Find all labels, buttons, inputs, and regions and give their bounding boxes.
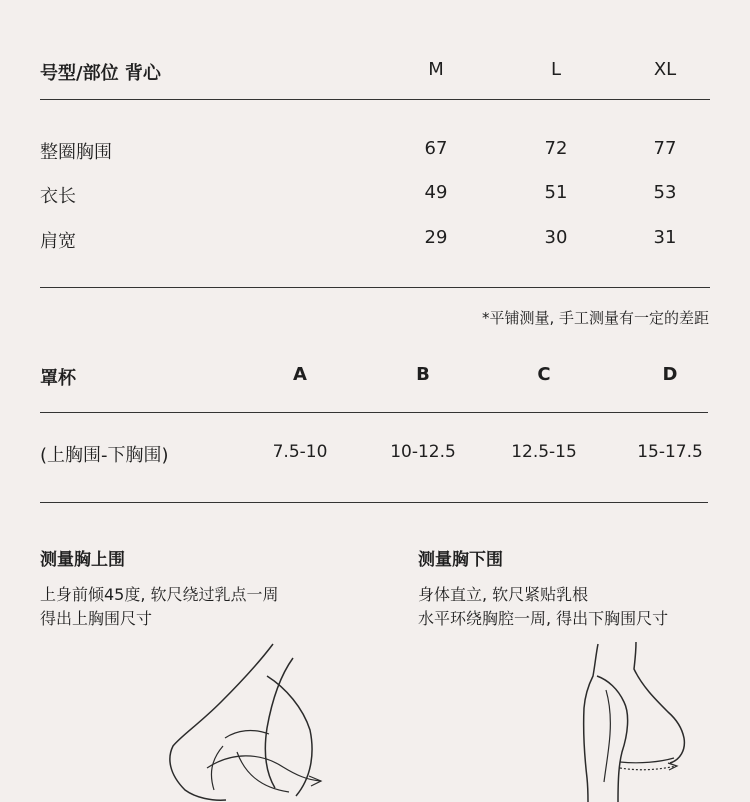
measure-upper-line2: 得出上胸围尺寸 — [40, 609, 153, 628]
size-row-value: 53 — [653, 182, 677, 203]
size-row-value: 31 — [653, 227, 677, 248]
cup-row-value: 15-17.5 — [637, 442, 703, 462]
cup-col-d: D — [662, 364, 678, 385]
cup-table-header-divider — [40, 412, 708, 413]
upper-bust-illustration-icon — [165, 642, 345, 802]
cup-row-value: 7.5-10 — [272, 442, 328, 462]
measure-lower-title: 测量胸下围 — [418, 550, 503, 570]
size-row-value: 49 — [424, 182, 448, 203]
size-row-value: 51 — [544, 182, 568, 203]
measure-upper-line1: 上身前倾45度, 软尺绕过乳点一周 — [40, 585, 279, 604]
size-row-value: 67 — [424, 138, 448, 159]
size-table-header-label: 号型/部位 背心 — [40, 63, 161, 84]
cup-row-value: 10-12.5 — [390, 442, 456, 462]
cup-table-header-label: 罩杯 — [40, 368, 76, 389]
cup-row-value: 12.5-15 — [511, 442, 577, 462]
measure-upper-title: 测量胸上围 — [40, 550, 125, 570]
cup-col-b: B — [416, 364, 430, 385]
cup-col-c: C — [537, 364, 551, 385]
size-col-xl: XL — [653, 59, 677, 80]
size-row-value: 72 — [544, 138, 568, 159]
size-row-value: 30 — [544, 227, 568, 248]
size-row-label: 肩宽 — [40, 231, 76, 252]
size-row-label: 衣长 — [40, 186, 76, 207]
cup-col-a: A — [293, 364, 307, 385]
size-table-header-divider — [40, 99, 710, 100]
measurement-note: *平铺测量, 手工测量有一定的差距 — [481, 309, 709, 327]
under-bust-illustration-icon — [580, 642, 690, 802]
size-col-l: L — [550, 59, 562, 80]
cup-row-label: (上胸围-下胸围) — [40, 445, 169, 466]
size-row-value: 29 — [424, 227, 448, 248]
cup-table-bottom-divider — [40, 502, 708, 503]
measure-lower-line1: 身体直立, 软尺紧贴乳根 — [418, 585, 589, 604]
size-table-bottom-divider — [40, 287, 710, 288]
measure-lower-line2: 水平环绕胸腔一周, 得出下胸围尺寸 — [418, 609, 669, 628]
size-row-value: 77 — [653, 138, 677, 159]
size-row-label: 整圈胸围 — [40, 142, 112, 163]
size-col-m: M — [428, 59, 444, 80]
